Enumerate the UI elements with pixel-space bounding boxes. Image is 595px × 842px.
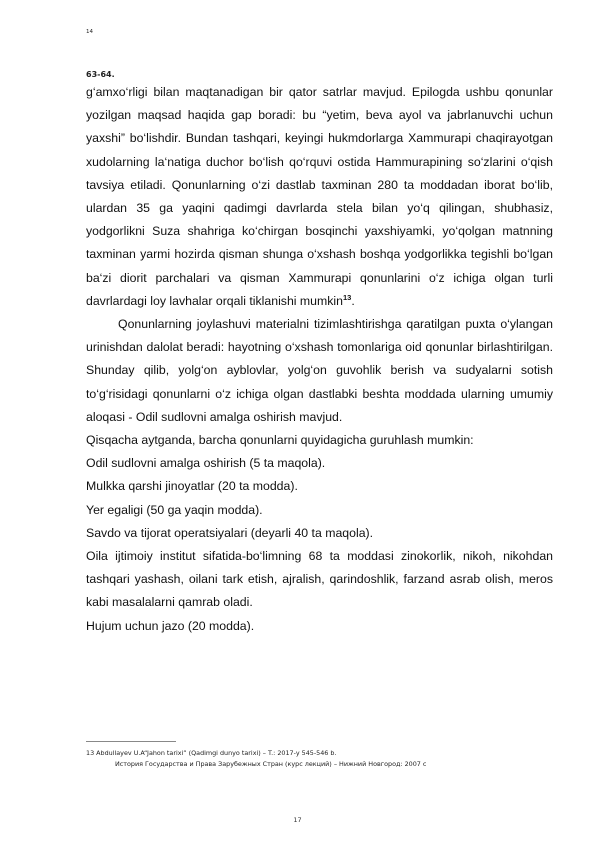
previous-footnote-number: 14 (86, 29, 93, 35)
paragraph-epilogue (86, 81, 553, 313)
page-number: 17 (293, 816, 302, 824)
previous-footnote-pages: 63-64. (86, 70, 115, 79)
paragraph-text: g‘amxo‘rligi bilan maqtanadigan bir qator satrlar mavjud. Epilogda ushbu qonunlar yozilgan maqsad haqida gap boradi: bu “yetim, beva ayol va jabrlanuvchi uchun yaxshi” bo‘lishdir. Bundan tashqari, keyingi hukmdorlarga Xammurapi chaqirayotgan xudolarning la‘natiga duchor bo‘lish qo‘rquvi ostida Hammurapining so‘zlarini o‘qish tavsiya etiladi. Qonunlarning o‘zi dastlab taxminan 280 ta moddadan iborat bo‘lib, ulardan 35 ga yaqini qadimgi davrlarda stela bilan yo‘q qilingan, shubhasiz, yodgorlikni Suza shahriga ko‘chirgan bosqinchi yaxshiyamki, yo‘qolgan matnning taxminan yarmi hozirda qisman shunga o‘xshash boshqa yodgorlikka tegishli bo‘lgan ba‘zi diorit parchalari va qisman Xammurapi qonunlarini o‘z ichiga olgan turli davrlardagi loy lavhalar orqali tiklanishi mumkin (86, 85, 553, 308)
list-item: Hujum uchun jazo (20 modda). (86, 618, 255, 633)
main-text (86, 81, 553, 638)
footnote-line-1: 13 Abdullayev U.A“Jahon tarixi” (Qadimgi dunyo tarixi) – T.: 2017-y 545-546 b. (86, 749, 337, 757)
footnote-reference[interactable]: 13 (342, 292, 352, 302)
footnote (86, 748, 553, 769)
footnote-line-2: История Государства и Права Зарубежных Стран (курс лекций) – Нижний Новгород: 2007 с (115, 759, 427, 768)
list-item: Mulkka qarshi jinoyatlar (20 ta modda). (86, 479, 298, 494)
list-item: Qisqacha aytganda, barcha qonunlarni quyidagicha guruhlash mumkin: (86, 433, 474, 448)
list-item: Savdo va tijorat operatsiyalari (deyarli 40 ta maqola). (86, 525, 374, 540)
list-item: Odil sudlovni amalga oshirish (5 ta maqola). (86, 456, 326, 471)
paragraph-structure: Qonunlarning joylashuvi materialni tizimlashtirishga qaratilgan puxta o‘ylangan urinishdan dalolat beradi: hayotning o‘xshash tomonlariga oid qonunlar birlashtirilgan. Shunday qilib, yolg‘on ayblovlar, yolg‘on guvohlik berish va sudyalarni sotish to‘g‘risidagi qonunlarni o‘z ichiga olgan dastlabki beshta moddada ularning umumiy aloqasi - Odil sudlovni amalga oshirish mavjud. (86, 317, 553, 424)
list-item: Oila ijtimoiy institut sifatida-bo‘limning 68 ta moddasi zinokorlik, nikoh, nikohdan tashqari yashash, oilani tark etish, ajralish, qarindoshlik, farzand asrab olish, meros kabi masalalarni qamrab oladi. (86, 549, 553, 610)
paragraph-tail: . (351, 293, 355, 308)
footnote-divider (86, 741, 176, 742)
list-item: Yer egaligi (50 ga yaqin modda). (86, 502, 263, 517)
